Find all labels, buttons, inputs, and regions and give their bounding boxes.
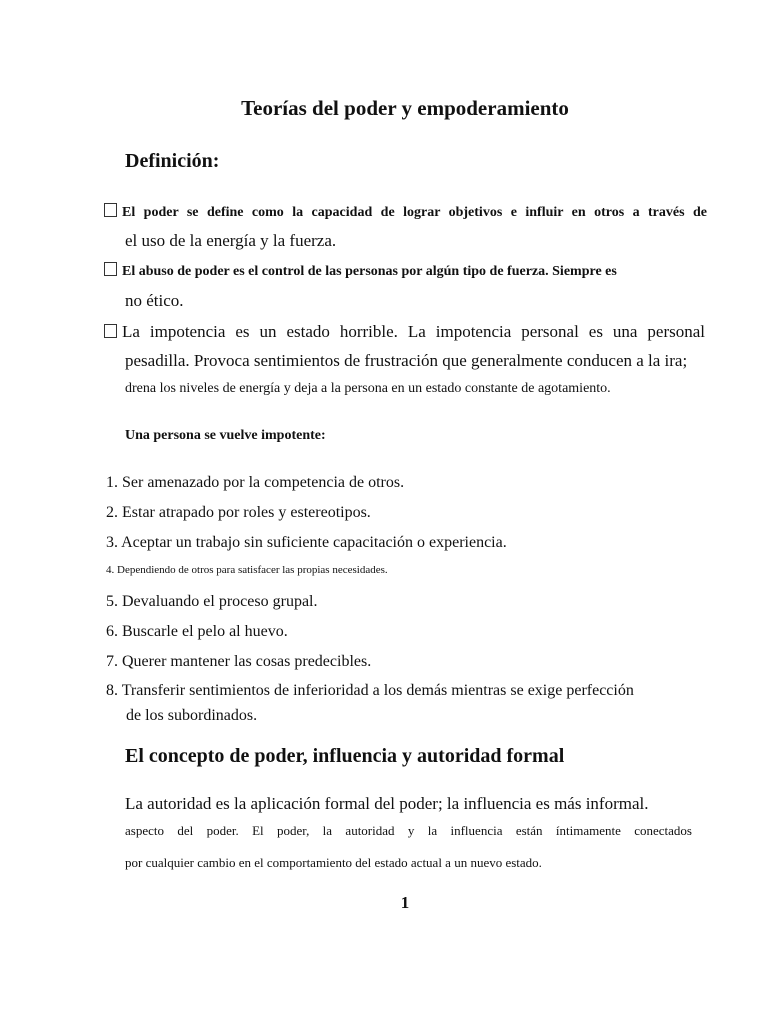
bullet-3-continuation-2: drena los niveles de energía y deja a la persona en un estado constante de agotamiento.	[125, 381, 611, 396]
list-item: 6. Buscarle el pelo al huevo.	[106, 623, 288, 640]
list-item: 2. Estar atrapado por roles y estereotipos.	[106, 504, 371, 521]
bullet-2-text: El abuso de poder es el control de las personas por algún tipo de fuerza. Siempre es	[122, 264, 617, 279]
bullet-box-icon	[104, 262, 117, 276]
bullet-3-continuation: pesadilla. Provoca sentimientos de frustración que generalmente conducen a la ira;	[125, 351, 688, 370]
list-item: 3. Aceptar un trabajo sin suficiente capacitación o experiencia.	[106, 534, 507, 551]
bullet-1-text: El poder se define como la capacidad de lograr objetivos e influir en otros a través de	[122, 205, 707, 220]
bullet-2	[104, 262, 617, 280]
bullet-1	[104, 203, 707, 221]
bullet-1-continuation: el uso de la energía y la fuerza.	[125, 231, 337, 250]
section-heading: El concepto de poder, influencia y autoridad formal	[125, 745, 565, 767]
bullet-2-continuation: no ético.	[125, 291, 184, 310]
paragraph-line-1: La autoridad es la aplicación formal del poder; la influencia es más informal.	[125, 794, 649, 813]
paragraph-line-3: por cualquier cambio en el comportamiento del estado actual a un nuevo estado.	[125, 855, 542, 870]
list-item: 5. Devaluando el proceso grupal.	[106, 593, 318, 610]
list-item: 4. Dependiendo de otros para satisfacer las propias necesidades.	[106, 564, 388, 576]
definition-heading: Definición:	[125, 150, 220, 172]
paragraph-line-2: aspecto del poder. El poder, la autoridad y la influencia están íntimamente conectados	[125, 823, 692, 838]
bullet-box-icon	[104, 324, 117, 338]
list-item: 7. Querer mantener las cosas predecibles.	[106, 653, 372, 670]
list-item: 8. Transferir sentimientos de inferioridad a los demás mientras se exige perfección	[106, 682, 634, 699]
subheading: Una persona se vuelve impotente:	[125, 428, 326, 443]
list-item-8-continuation: de los subordinados.	[126, 707, 258, 724]
document-title: Teorías del poder y empoderamiento	[241, 96, 569, 120]
page-number: 1	[400, 893, 410, 912]
bullet-3-text: La impotencia es un estado horrible. La impotencia personal es una personal	[122, 322, 705, 341]
bullet-box-icon	[104, 203, 117, 217]
list-item: 1. Ser amenazado por la competencia de otros.	[106, 474, 405, 491]
bullet-3	[104, 322, 705, 342]
